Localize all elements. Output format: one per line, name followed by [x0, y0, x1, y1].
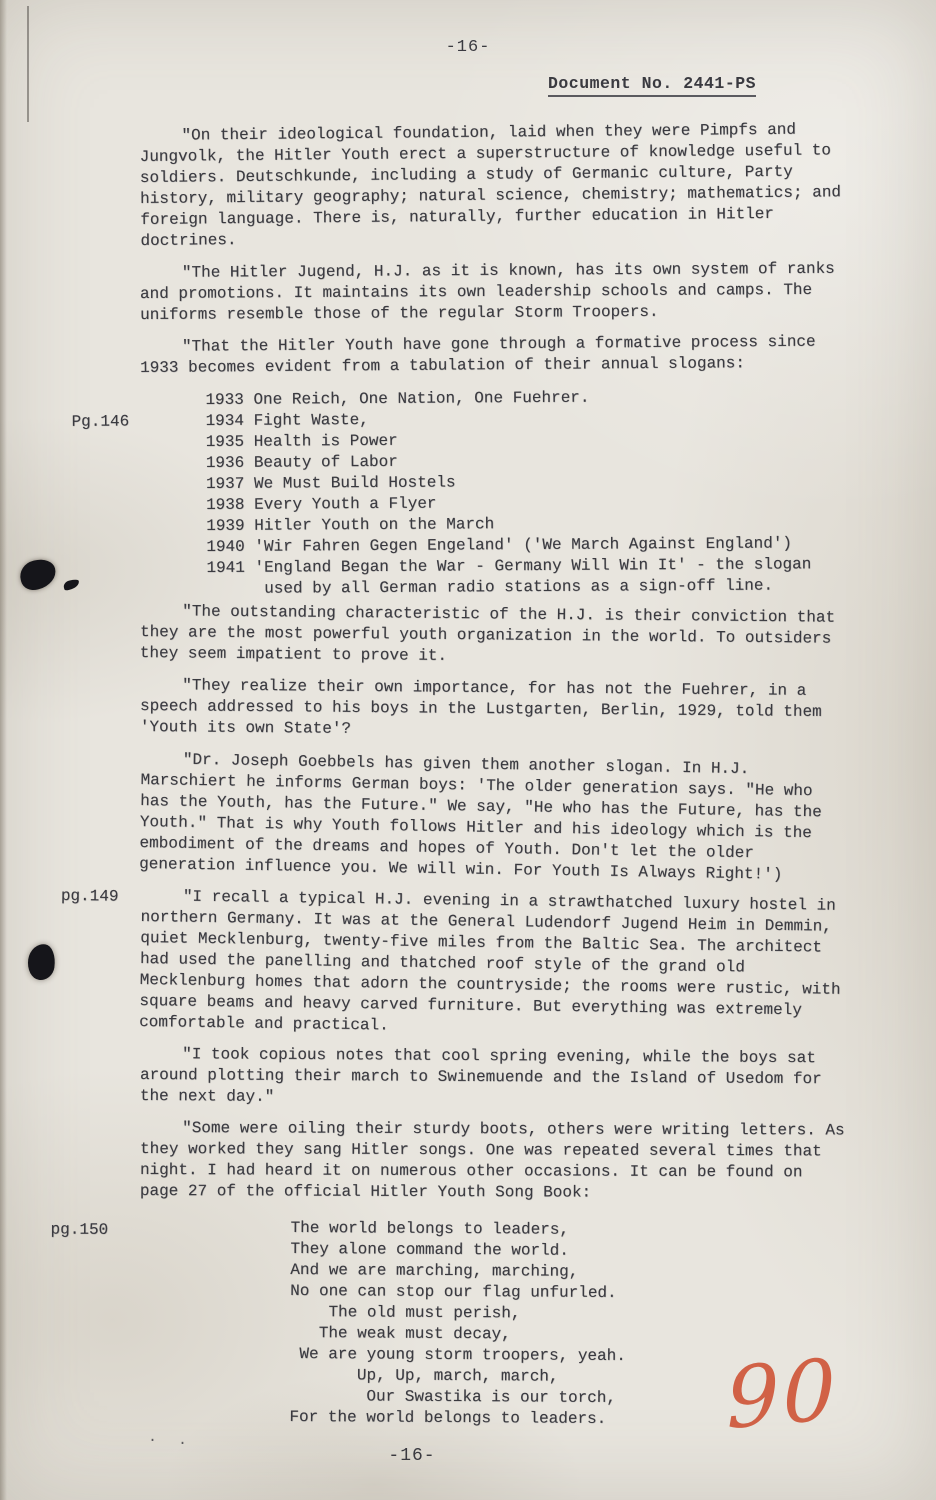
- paragraph-ideological-foundation: "On their ideological foundation, laid when they were Pimpfs and Jungvolk, the Hitler Youth erect a superstructure of knowledge useful to soldiers. Deutschkunde, including a study of Germanic culture, Party history, military geography; natural science, chemistry; mathematics; and foreign language. There is, naturally, further education in Hitler doctrines.: [139, 120, 842, 250]
- margin-note-pg149: pg.149: [60, 886, 119, 906]
- margin-note-pg150: pg.150: [50, 1220, 109, 1239]
- paragraph-oiling-boots: "Some were oiling their sturdy boots, others were writing letters. As they worked they sang Hitler songs. One was repeated several times that night. I had heard it on numerous other occasions. It can be found on page 27 of the official Hitler Youth Song Book:: [139, 1119, 845, 1202]
- document-number: Document No. 2441-PS: [548, 74, 756, 97]
- document-body: [50, 120, 846, 1449]
- paragraph-goebbels-slogan: "Dr. Joseph Goebbels has given them another slogan. In H.J. Marschiert he informs German boys: 'The older generation says. "He who has the Youth, has the Future." We say, "He who has the Future, has the Youth." That is why Youth follows Hitler and his ideology which is the embodiment of the dreams and hopes of Youth. Don't let the older generation influence you. We will win. For Youth Is Always Right!'): [138, 750, 822, 884]
- paragraph-copious-notes: "I took copious notes that cool spring evening, while the boys sat around plotting their march to Swinemuende and the Island of Usedom for the next day.": [139, 1045, 822, 1106]
- song-lines: The world belongs to leaders, They alone command the world. And we are marching, marching, No one can stop our flag unfurled. The old must perish, The weak must decay, We are young storm troopers, yeah. Up, Up, march, march, Our Swastika is our torch, For the world belongs to leaders.: [289, 1219, 626, 1428]
- paragraph-fuehrer-speech: "They realize their own importance, for has not the Fuehrer, in a speech addressed to his boys in the Lustgarten, Berlin, 1929, told them 'Youth its own State'?: [139, 676, 822, 738]
- page-number-bottom: -16-: [388, 1446, 436, 1466]
- scan-edge-shadow: [0, 0, 7, 1500]
- page-number-top: -16-: [445, 38, 491, 57]
- paragraph-hj-evening-block: [60, 886, 847, 1043]
- slogan-list: [71, 386, 846, 600]
- slogan-lines: 1933 One Reich, One Nation, One Fuehrer. 1934 Fight Waste, 1935 Health is Power 1936 Beauty of Labor 1937 We Must Build Hostels 1938 Every Youth a Flyer 1939 Hitler Youth on the March 1940 'Wir Fahren Gegen Engeland' ('We March Against England') 1941 'England Began the War - Germany Will Win It' - the slogan used by all German radio stations as a sign-off line.: [205, 388, 812, 598]
- paragraph-formative-process: "That the Hitler Youth have gone through a formative process since 1933 becomes evident from a tabulation of their annual slogans:: [140, 332, 816, 377]
- stray-marks: · .: [148, 1432, 194, 1449]
- paragraph-outstanding-characteristic: "The outstanding characteristic of the H.J. is their conviction that they are the most powerful youth organization in the world. To outsiders they seem impatient to prove it.: [139, 602, 836, 665]
- paragraph-hj-evening: "I recall a typical H.J. evening in a strawthatched luxury hostel in northern Germany. It was at the General Ludendorf Jugend Heim in Demmin, quiet Mecklenburg, twenty-five miles from the Baltic Sea. The architect had used the panelling and thatched roof style of the grand old Mecklenburg homes that adorn the countryside; the rooms were rustic, with square beams and heavy carved furniture. But everything was extremely comfortable and practical.: [139, 887, 841, 1035]
- ink-blot: [26, 942, 58, 981]
- ink-blot: [17, 556, 59, 593]
- handwritten-mark: 90: [725, 1339, 840, 1449]
- fold-line: [27, 6, 29, 122]
- paragraph-hitler-jugend-system: "The Hitler Jugend, H.J. as it is known, has its own system of ranks and promotions. It maintains its own leadership schools and camps. The uniforms resemble those of the regular Storm Troopers.: [139, 259, 835, 324]
- margin-note-pg146: Pg.146: [71, 412, 130, 431]
